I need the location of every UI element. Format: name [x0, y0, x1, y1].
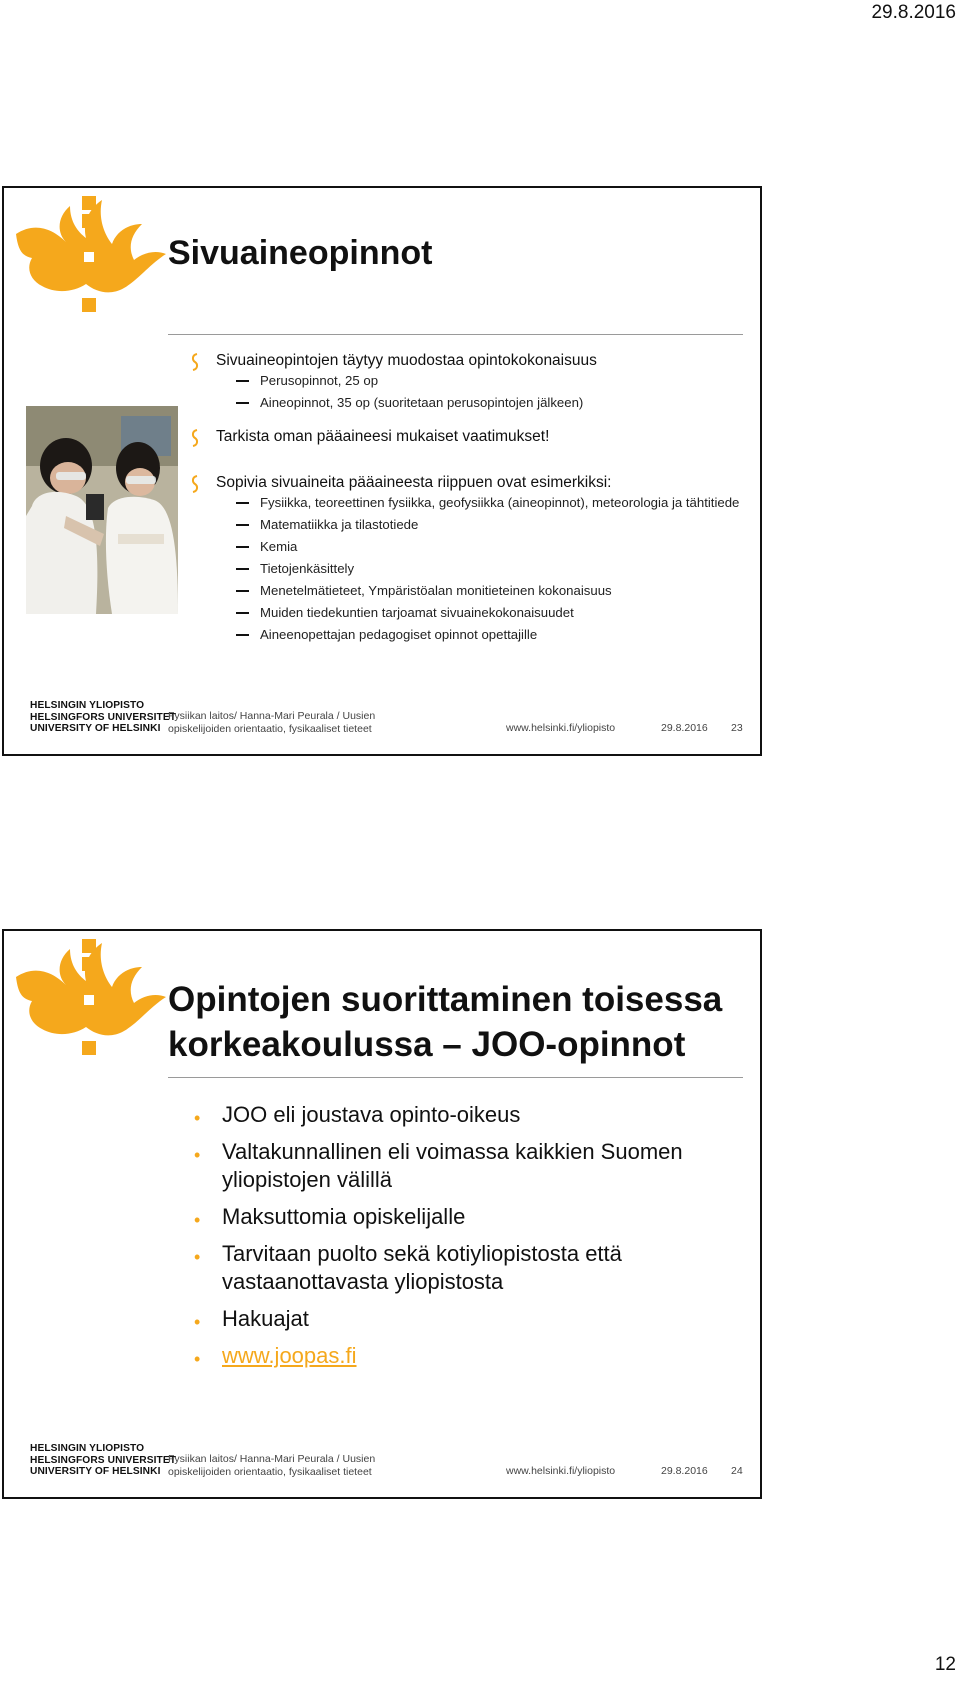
footer-date: 29.8.2016: [661, 1465, 708, 1477]
bullet-item: Tarkista oman pääaineesi mukaiset vaatimukset!: [190, 428, 760, 446]
slide-number: 23: [731, 722, 743, 734]
footer-url: www.helsinki.fi/yliopisto: [506, 1465, 616, 1477]
slide-content: [190, 352, 760, 646]
slide-24: [2, 929, 762, 1499]
university-flame-logo: [12, 937, 168, 1067]
section-bullet-icon: [190, 353, 200, 371]
sub-bullet-item: Muiden tiedekuntien tarjoamat sivuainekokonaisuudet: [190, 602, 760, 624]
slide-title: Opintojen suorittaminen toisessa korkeakoulussa – JOO-opinnot: [168, 980, 723, 1064]
footer-url: www.helsinki.fi/yliopisto: [506, 722, 616, 734]
dash-icon: [236, 546, 249, 548]
bullet-dot-icon: •: [194, 1210, 201, 1230]
page-date: 29.8.2016: [871, 2, 956, 23]
slide-title: Sivuaineopinnot: [168, 234, 433, 272]
section-bullet-icon: [190, 475, 200, 493]
dash-icon: [236, 590, 249, 592]
bullet-dot-icon: •: [194, 1145, 201, 1165]
bullet-item: Sivuaineopintojen täytyy muodostaa opintokokonaisuus: [190, 352, 760, 370]
bullet-dot-icon: •: [194, 1349, 201, 1369]
slide-footer: [4, 1427, 760, 1497]
footer-presenter: Fysiikan laitos/ Hanna-Mari Peurala / Uusien opiskelijoiden orientaatio, fysikaaliset tieteet: [168, 1453, 376, 1478]
joopas-link[interactable]: www.joopas.fi: [222, 1343, 357, 1368]
sub-bullet-item: Tietojenkäsittely: [190, 558, 760, 580]
slide-footer: [4, 684, 760, 754]
sub-bullet-item: Kemia: [190, 536, 760, 558]
sub-bullet-item: Aineenopettajan pedagogiset opinnot opettajille: [190, 624, 760, 646]
dash-icon: [236, 402, 249, 404]
slide-23: [2, 186, 762, 756]
sub-bullet-item: Aineopinnot, 35 op (suoritetaan perusopintojen jälkeen): [190, 392, 760, 414]
sub-bullet-item: Perusopinnot, 25 op: [190, 370, 760, 392]
dash-icon: [236, 524, 249, 526]
dash-icon: [236, 380, 249, 382]
bullet-item: • JOO eli joustava opinto-oikeus: [190, 1101, 730, 1129]
sub-bullet-item: Matematiikka ja tilastotiede: [190, 514, 760, 536]
bullet-dot-icon: •: [194, 1247, 201, 1267]
dash-icon: [236, 612, 249, 614]
title-divider: [168, 1077, 743, 1078]
sub-bullet-item: Fysiikka, teoreettinen fysiikka, geofysiikka (aineopinnot), meteorologia ja tähtitiede: [190, 492, 760, 514]
bullet-dot-icon: •: [194, 1108, 201, 1128]
footer-presenter: Fysiikan laitos/ Hanna-Mari Peurala / Uusien opiskelijoiden orientaatio, fysikaaliset tieteet: [168, 710, 376, 735]
title-divider: [168, 334, 743, 335]
bullet-item: Sopivia sivuaineita pääaineesta riippuen ovat esimerkiksi:: [190, 474, 760, 492]
bullet-item: • Tarvitaan puolto sekä kotiyliopistosta että vastaanottavasta yliopistosta: [194, 1241, 622, 1294]
page-number: 12: [934, 1654, 956, 1675]
slide-content: [190, 1101, 730, 1379]
bullet-item: [190, 1342, 730, 1370]
slide-number: 24: [731, 1465, 743, 1477]
sub-bullet-item: Menetelmätieteet, Ympäristöalan monitieteinen kokonaisuus: [190, 580, 760, 602]
section-bullet-icon: [190, 429, 200, 447]
bullet-item: • Maksuttomia opiskelijalle: [190, 1203, 730, 1231]
footer-date: 29.8.2016: [661, 722, 708, 734]
dash-icon: [236, 502, 249, 504]
bullet-item: • Valtakunnallinen eli voimassa kaikkien Suomen yliopistojen välillä: [194, 1139, 683, 1192]
bullet-dot-icon: •: [194, 1312, 201, 1332]
university-flame-logo: [12, 194, 168, 324]
students-lab-photo: [26, 406, 178, 614]
dash-icon: [236, 634, 249, 636]
university-wordmark: HELSINGIN YLIOPISTO HELSINGFORS UNIVERSITET UNIVERSITY OF HELSINKI: [30, 700, 177, 734]
dash-icon: [236, 568, 249, 570]
bullet-item: • Hakuajat: [190, 1305, 730, 1333]
university-wordmark: HELSINGIN YLIOPISTO HELSINGFORS UNIVERSITET UNIVERSITY OF HELSINKI: [30, 1443, 177, 1477]
